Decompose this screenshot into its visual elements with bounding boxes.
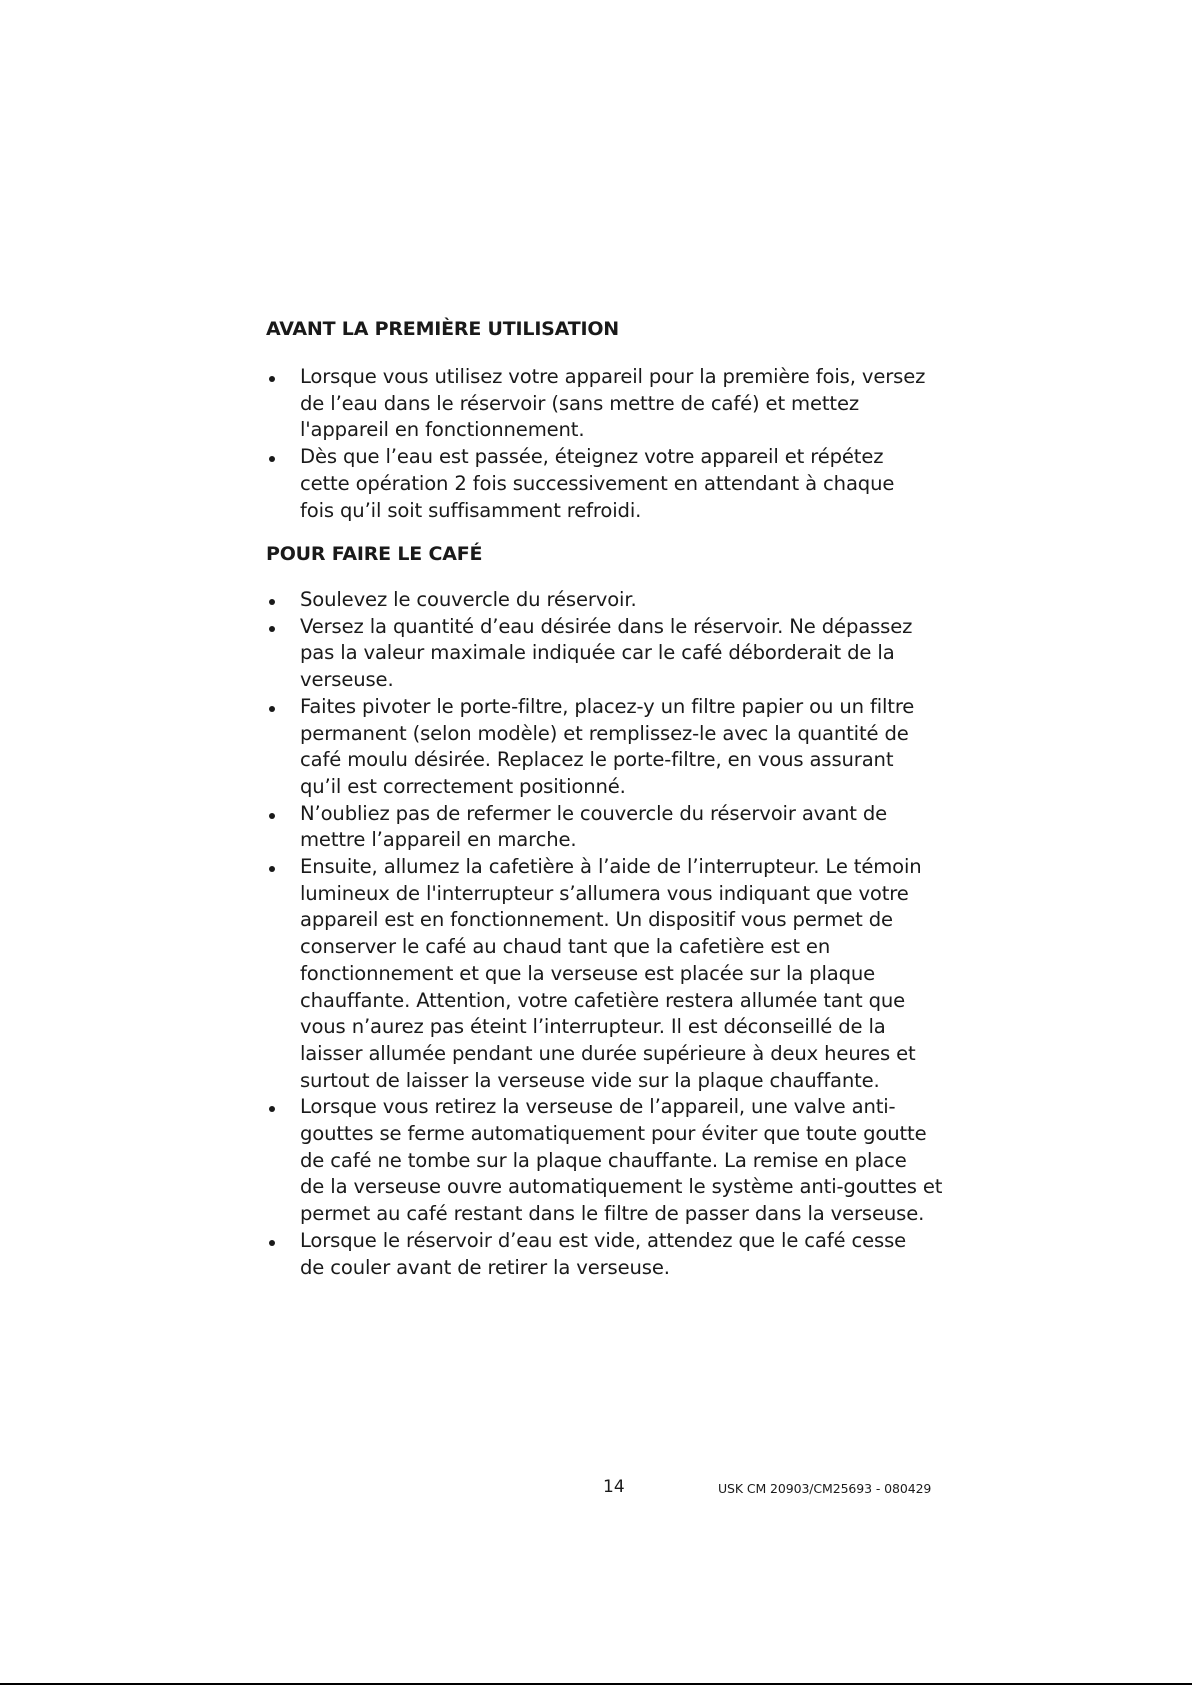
list-item-line: laisser allumée pendant une durée supérieure à deux heures et <box>300 1041 916 1065</box>
list-item-line: Versez la quantité d’eau désirée dans le réservoir. Ne dépassez <box>300 614 913 638</box>
list-item-line: verseuse. <box>300 668 394 692</box>
bullet-icon <box>269 456 275 462</box>
bullet-list-making-coffee <box>266 587 986 1281</box>
list-item <box>266 587 986 614</box>
list-item-line: de la verseuse ouvre automatiquement le système anti-gouttes et <box>300 1175 943 1199</box>
list-item-line: mettre l’appareil en marche. <box>300 828 577 852</box>
list-item-line: N’oubliez pas de refermer le couvercle du réservoir avant de <box>300 801 888 825</box>
list-item <box>266 364 986 444</box>
list-item <box>266 694 986 801</box>
document-reference: USK CM 20903/CM25693 - 080429 <box>718 1481 932 1496</box>
list-item <box>266 854 986 1094</box>
list-item-line: chauffante. Attention, votre cafetière restera allumée tant que <box>300 988 906 1012</box>
list-item-line: gouttes se ferme automatiquement pour éviter que toute goutte <box>300 1122 927 1146</box>
bullet-icon <box>269 813 275 819</box>
list-item-line: lumineux de l'interrupteur s’allumera vous indiquant que votre <box>300 881 909 905</box>
list-item-line: vous n’aurez pas éteint l’interrupteur. Il est déconseillé de la <box>300 1015 886 1039</box>
list-item-line: fonctionnement et que la verseuse est placée sur la plaque <box>300 961 876 985</box>
list-item-line: de couler avant de retirer la verseuse. <box>300 1255 670 1279</box>
bullet-icon <box>269 599 275 605</box>
list-item-line: conserver le café au chaud tant que la cafetière est en <box>300 935 831 959</box>
list-item-line: surtout de laisser la verseuse vide sur la plaque chauffante. <box>300 1068 880 1092</box>
bullet-icon <box>269 1106 275 1112</box>
list-item-line: de café ne tombe sur la plaque chauffante. La remise en place <box>300 1148 907 1172</box>
list-item-line: fois qu’il soit suffisamment refroidi. <box>300 498 642 522</box>
list-item-line: Lorsque le réservoir d’eau est vide, attendez que le café cesse <box>300 1228 907 1252</box>
page-number: 14 <box>603 1477 625 1497</box>
list-item-line: café moulu désirée. Replacez le porte-filtre, en vous assurant <box>300 748 894 772</box>
list-item-line: l'appareil en fonctionnement. <box>300 418 585 442</box>
section-title-making-coffee: POUR FAIRE LE CAFÉ <box>266 543 483 565</box>
list-item <box>266 1094 986 1228</box>
list-item-line: pas la valeur maximale indiquée car le café déborderait de la <box>300 641 895 665</box>
list-item-line: permet au café restant dans le filtre de passer dans la verseuse. <box>300 1202 925 1226</box>
list-item-line: Lorsque vous utilisez votre appareil pour la première fois, versez <box>300 365 926 388</box>
bullet-icon <box>269 866 275 872</box>
list-item-line: de l’eau dans le réservoir (sans mettre de café) et mettez <box>300 391 860 415</box>
section-title-before-first-use: AVANT LA PREMIÈRE UTILISATION <box>266 318 619 340</box>
list-item-line: Dès que l’eau est passée, éteignez votre appareil et répétez <box>300 445 884 469</box>
list-item <box>266 801 986 854</box>
bullet-list-before-first-use <box>266 364 986 524</box>
list-item <box>266 1228 986 1281</box>
list-item-line: appareil est en fonctionnement. Un dispositif vous permet de <box>300 908 893 932</box>
list-item-line: qu’il est correctement positionné. <box>300 774 626 798</box>
bullet-icon <box>269 706 275 712</box>
bullet-icon <box>269 1240 275 1246</box>
list-item-line: Lorsque vous retirez la verseuse de l’appareil, une valve anti- <box>300 1095 896 1119</box>
bullet-icon <box>269 626 275 632</box>
list-item-line: permanent (selon modèle) et remplissez-le avec la quantité de <box>300 721 909 745</box>
list-item <box>266 444 986 524</box>
bullet-icon <box>269 376 275 382</box>
list-item-line: cette opération 2 fois successivement en attendant à chaque <box>300 471 895 495</box>
list-item-line: Ensuite, allumez la cafetière à l’aide de l’interrupteur. Le témoin <box>300 855 922 879</box>
list-item-line: Faites pivoter le porte-filtre, placez-y un filtre papier ou un filtre <box>300 694 915 718</box>
list-item <box>266 614 986 694</box>
list-item-line: Soulevez le couvercle du réservoir. <box>300 588 637 611</box>
